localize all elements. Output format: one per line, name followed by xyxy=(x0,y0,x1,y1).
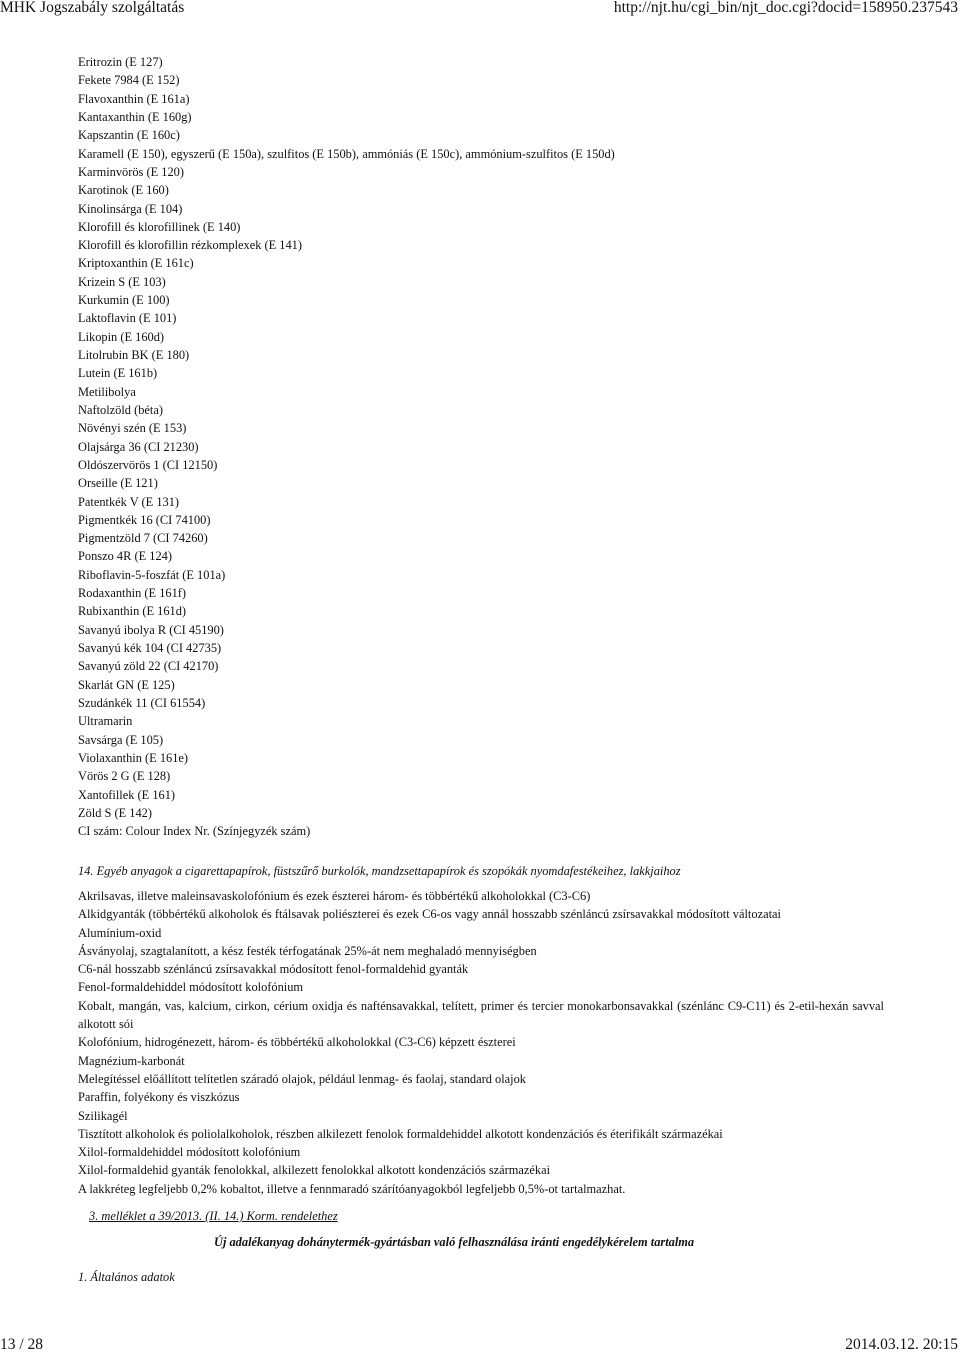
list-item: Xantofillek (E 161) xyxy=(78,787,176,802)
list-item: Kolofónium, hidrogénezett, három- és többértékű alkoholokkal (C3-C6) képzett észterei xyxy=(78,1035,516,1050)
document-url: http://njt.hu/cgi_bin/njt_doc.cgi?docid=158950.237543 xyxy=(613,0,958,16)
list-item: Savanyú zöld 22 (CI 42170) xyxy=(78,659,219,674)
list-item: Krizein S (E 103) xyxy=(78,274,166,289)
list-item: Pigmentzöld 7 (CI 74260) xyxy=(78,531,208,546)
list-item: Klorofill és klorofillin rézkomplexek (E 141) xyxy=(78,238,303,253)
list-item: Zöld S (E 142) xyxy=(78,805,152,820)
list-item: Szudánkék 11 (CI 61554) xyxy=(78,695,206,710)
list-item: Melegítéssel előállított telítetlen száradó olajok, például lenmag- és faolaj, standard olajok xyxy=(78,1071,526,1086)
list-item: Kurkumin (E 100) xyxy=(78,293,170,308)
annex-title: Új adalékanyag dohánytermék-gyártásban való felhasználása iránti engedélykérelem tartalma xyxy=(214,1235,695,1249)
list-item: Eritrozin (E 127) xyxy=(78,55,163,69)
page-number: 13 / 28 xyxy=(0,1336,44,1353)
list-item: Ponszo 4R (E 124) xyxy=(78,549,172,564)
list-item: Fenol-formaldehiddel módosított kolofónium xyxy=(78,980,304,995)
list-item: Kapszantin (E 160c) xyxy=(78,128,180,143)
annex-3-link[interactable]: 3. melléklet a 39/2013. (II. 14.) Korm. rendelethez xyxy=(89,1209,338,1223)
section-14-title: 14. Egyéb anyagok a cigarettapapírok, füstszűrő burkolók, mandzsettapapírok és szopókák nyomdafestékeihez, lakkjaihoz xyxy=(78,864,681,878)
list-item: Kobalt, mangán, vas, kalcium, cirkon, cérium oxidja és nafténsavakkal, telített, primer és tercier monokarbonsavakkal (szénlánc C9-C11) és 2-etil-hexán savval alkotott sói xyxy=(78,998,884,1032)
list-item: Kantaxanthin (E 160g) xyxy=(78,109,192,124)
list-item: Flavoxanthin (E 161a) xyxy=(78,91,190,106)
list-item: Xilol-formaldehid gyanták fenolokkal, alkilezett fenolokkal alkotott kondenzációs származékai xyxy=(78,1163,551,1178)
list-item: Naftolzöld (béta) xyxy=(78,402,163,417)
list-item: Orseille (E 121) xyxy=(78,476,158,491)
list-item: Klorofill és klorofillinek (E 140) xyxy=(78,219,241,234)
list-item: Savsárga (E 105) xyxy=(78,732,164,747)
list-item: Xilol-formaldehiddel módosított kolofónium xyxy=(78,1145,301,1160)
list-item: Tisztított alkoholok és poliolalkoholok, részben alkilezett fenolok formaldehiddel alkotott kondenzációs és éterifikált származékai xyxy=(78,1126,723,1141)
list-item: Ultramarin xyxy=(78,714,133,729)
general-data-heading: 1. Általános adatok xyxy=(78,1270,175,1284)
print-timestamp: 2014.03.12. 20:15 xyxy=(845,1336,958,1353)
list-item: Alkidgyanták (többértékű alkoholok és ftálsavak poliészterei és ezek C6-os vagy annál hosszabb szénláncú zsírsavakkal módosított változatai xyxy=(78,907,781,922)
list-item: CI szám: Colour Index Nr. (Színjegyzék szám) xyxy=(78,824,311,839)
list-item: Alumínium-oxid xyxy=(78,925,162,940)
list-item: Savanyú ibolya R (CI 45190) xyxy=(78,622,224,637)
list-item: Laktoflavin (E 101) xyxy=(78,311,177,326)
list-item: Karamell (E 150), egyszerű (E 150a), szulfitos (E 150b), ammóniás (E 150c), ammónium-szulfitos (E 150d) xyxy=(78,146,615,161)
list-item: Szilikagél xyxy=(78,1108,128,1123)
list-item: Skarlát GN (E 125) xyxy=(78,677,175,692)
section-14-list xyxy=(78,887,884,1198)
list-item: Oldószervörös 1 (CI 12150) xyxy=(78,457,218,472)
list-item: C6-nál hosszabb szénláncú zsírsavakkal módosított fenol-formaldehid gyanták xyxy=(78,962,469,977)
site-title: MHK Jogszabály szolgáltatás xyxy=(0,0,185,16)
list-item: Pigmentkék 16 (CI 74100) xyxy=(78,512,211,527)
list-item: Paraffin, folyékony és viszkózus xyxy=(78,1090,240,1105)
list-item: Patentkék V (E 131) xyxy=(78,494,180,509)
list-item: Kriptoxanthin (E 161c) xyxy=(78,256,194,271)
list-item: Karminvörös (E 120) xyxy=(78,164,184,179)
list-item: Violaxanthin (E 161e) xyxy=(78,750,189,765)
list-item: Magnézium-karbonát xyxy=(78,1053,185,1068)
list-item: Ásványolaj, szagtalanított, a kész festék térfogatának 25%-át nem meghaladó mennyiségben xyxy=(78,943,537,958)
list-item: Fekete 7984 (E 152) xyxy=(78,73,180,88)
list-item: Kinolinsárga (E 104) xyxy=(78,201,183,216)
list-item: Rubixanthin (E 161d) xyxy=(78,604,187,619)
list-item: Rodaxanthin (E 161f) xyxy=(78,586,187,601)
list-item: Növényi szén (E 153) xyxy=(78,421,187,436)
list-item: Likopin (E 160d) xyxy=(78,329,165,344)
list-item: Vörös 2 G (E 128) xyxy=(78,769,171,784)
list-item: Savanyú kék 104 (CI 42735) xyxy=(78,641,222,655)
list-item: A lakkréteg legfeljebb 0,2% kobaltot, illetve a fennmaradó szárítóanyagokból legfeljebb 0,5%-ot tartalmazhat. xyxy=(78,1181,626,1196)
list-item: Akrilsavas, illetve maleinsavaskolofónium és ezek észterei három- és többértékű alkoholokkal (C3-C6) xyxy=(78,889,591,903)
list-item: Riboflavin-5-foszfát (E 101a) xyxy=(78,567,226,582)
colorant-list xyxy=(78,53,938,840)
list-item: Metilibolya xyxy=(78,384,136,399)
list-item: Lutein (E 161b) xyxy=(78,366,158,381)
list-item: Karotinok (E 160) xyxy=(78,183,169,198)
list-item: Olajsárga 36 (CI 21230) xyxy=(78,439,199,454)
list-item: Litolrubin BK (E 180) xyxy=(78,348,190,362)
